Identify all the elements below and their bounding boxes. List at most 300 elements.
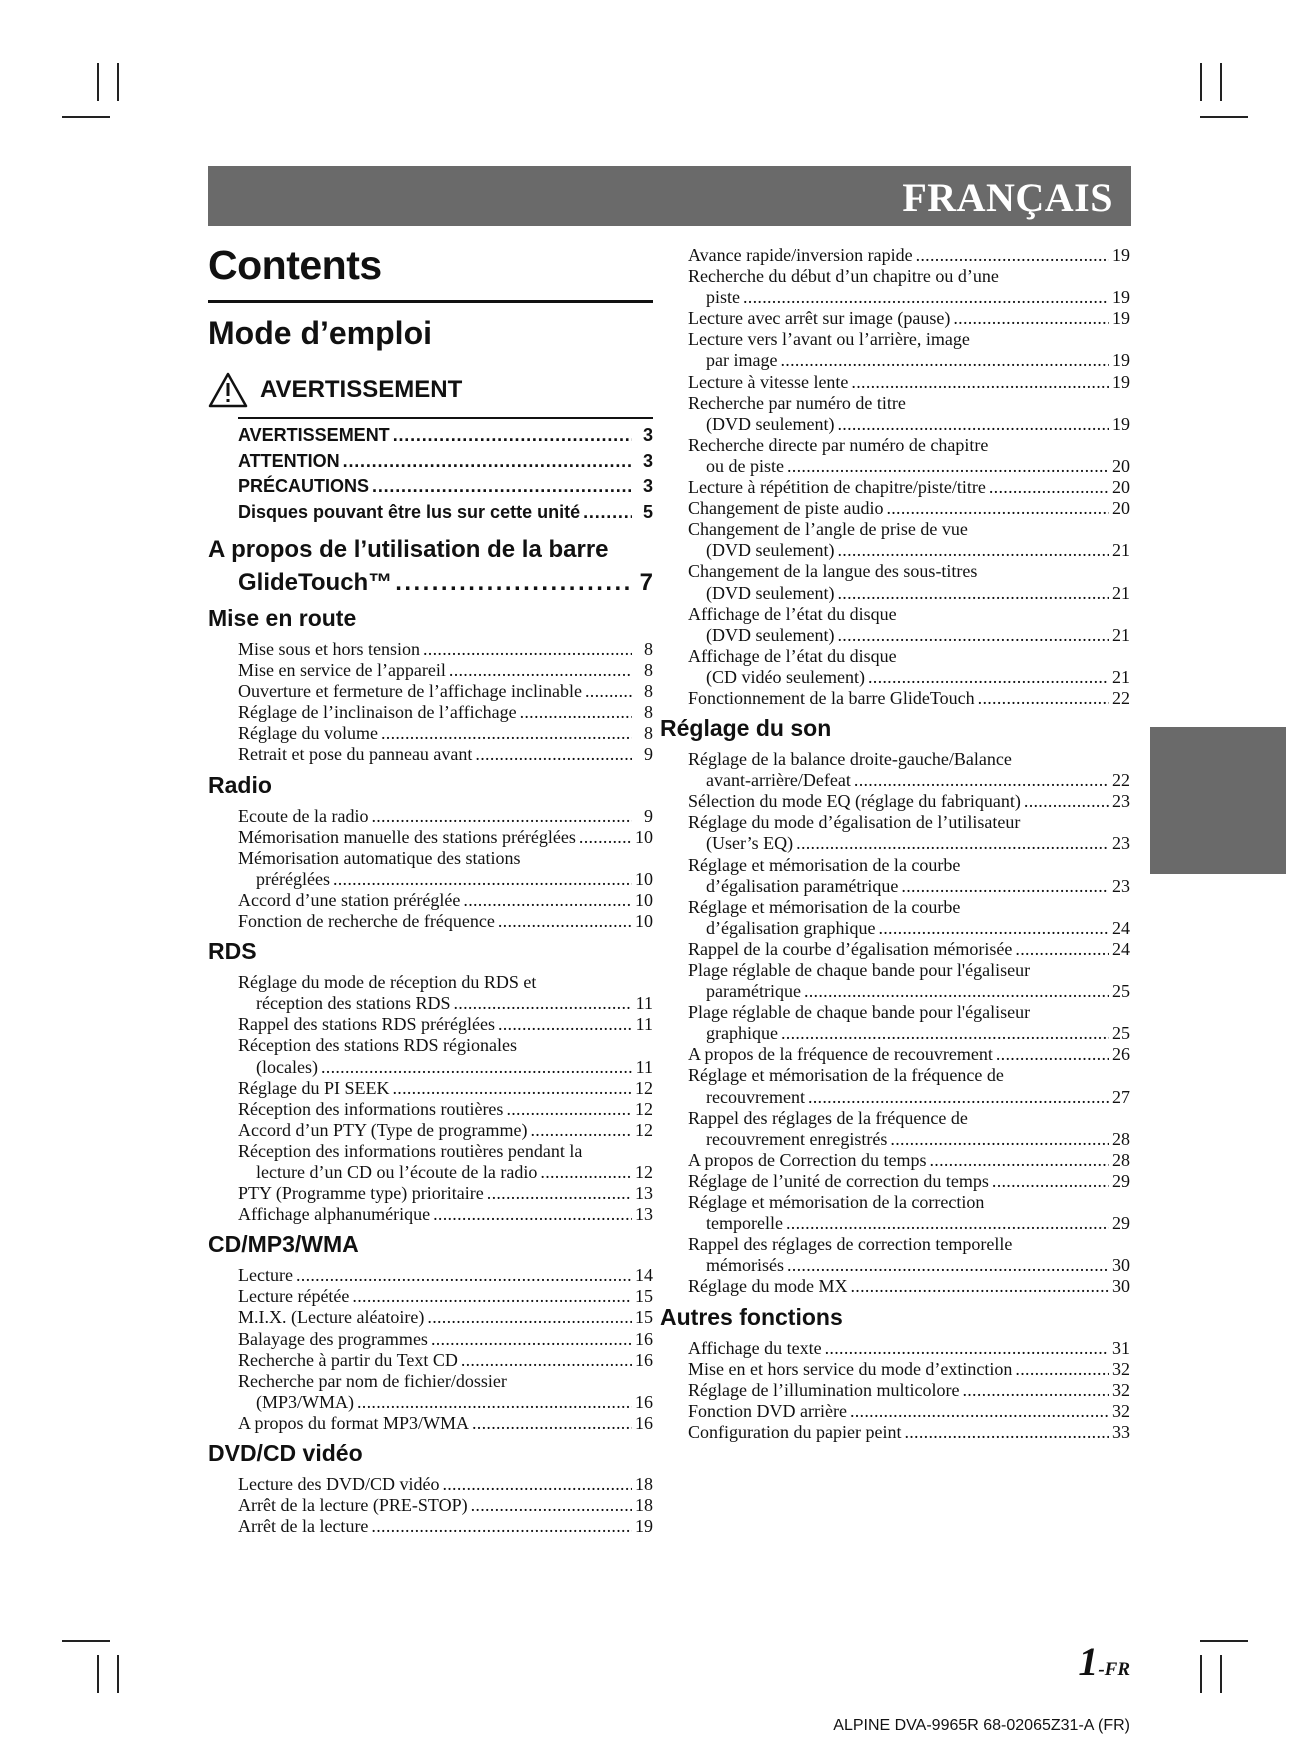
toc-entry[interactable] — [688, 625, 1130, 646]
toc-entry[interactable] — [688, 245, 1130, 266]
toc-entry-title: Réglage et mémorisation de la courbe — [688, 854, 961, 875]
crop-mark — [97, 63, 99, 101]
leader-dots — [1015, 1359, 1109, 1380]
toc-entry[interactable] — [688, 372, 1130, 393]
toc-entry-title: PRÉCAUTIONS — [238, 476, 370, 496]
toc-entry[interactable] — [238, 744, 653, 765]
toc-entry-page: 19 — [1112, 350, 1130, 371]
toc-entry-page: 3 — [642, 425, 653, 445]
leader-dots — [978, 688, 1109, 709]
toc-entry-title: Recherche à partir du Text CD — [238, 1349, 458, 1370]
toc-entry[interactable] — [688, 604, 1130, 625]
toc-entry[interactable] — [688, 414, 1130, 435]
toc-entry[interactable] — [688, 561, 1130, 582]
toc-entry-title: lecture d’un CD ou l’écoute de la radio — [256, 1161, 538, 1182]
toc-entry-page: 24 — [1112, 938, 1130, 959]
leader-dots — [530, 1120, 632, 1141]
leader-dots — [804, 981, 1109, 1002]
toc-entry[interactable] — [238, 1474, 653, 1495]
leader-dots — [393, 423, 632, 449]
toc-entry-page: 8 — [644, 639, 653, 659]
toc-entry[interactable] — [238, 869, 653, 890]
toc-entry-title: Changement de la langue des sous-titres — [688, 561, 978, 582]
toc-entry-title: Fonction DVD arrière — [688, 1400, 847, 1421]
toc-entry[interactable] — [238, 1078, 653, 1099]
toc-entry[interactable] — [688, 897, 1130, 918]
toc-entry[interactable] — [688, 498, 1130, 519]
toc-entry-page: 28 — [1112, 1149, 1130, 1170]
toc-entry[interactable] — [688, 960, 1130, 981]
toc-entry-title: Recherche du début d’un chapitre ou d’une — [688, 266, 999, 287]
toc-entry-title: A propos du format MP3/WMA — [238, 1412, 469, 1433]
toc-entry-page: 8 — [644, 702, 653, 723]
glidetouch-heading-line2[interactable] — [208, 566, 653, 599]
toc-entry-title: A propos de Correction du temps — [688, 1149, 927, 1170]
toc-entry-page: 25 — [1112, 1023, 1130, 1044]
toc-entry-title: Accord d’une station préréglée — [238, 889, 461, 910]
toc-entry-title: GlideTouch™ — [238, 569, 393, 596]
toc-entry[interactable] — [238, 1183, 653, 1204]
toc-entry-page: 30 — [1112, 1255, 1130, 1276]
toc-entry-title: Rappel de la courbe d’égalisation mémorisée — [688, 938, 1013, 959]
toc-entry-page: 22 — [1112, 770, 1130, 791]
toc-entry-title: recouvrement — [706, 1086, 805, 1107]
leader-dots — [431, 1329, 632, 1350]
toc-entry[interactable] — [238, 723, 653, 744]
right-top-entries — [688, 245, 1130, 709]
section-heading[interactable]: Réglage du son — [660, 715, 832, 742]
toc-entry[interactable] — [688, 540, 1130, 561]
toc-entry[interactable] — [238, 702, 653, 723]
toc-entry[interactable] — [688, 1171, 1130, 1192]
toc-entry-title: M.I.X. (Lecture aléatoire) — [238, 1307, 425, 1328]
toc-entry-page: 21 — [1112, 540, 1130, 561]
crop-mark — [97, 1655, 99, 1693]
toc-entry[interactable] — [688, 1359, 1130, 1380]
toc-entry-title: temporelle — [706, 1213, 783, 1234]
toc-entry-title: Affichage alphanumérique — [238, 1204, 431, 1225]
toc-entry[interactable] — [238, 1495, 653, 1516]
right-sections — [660, 713, 1130, 1443]
toc-entry[interactable] — [238, 1099, 653, 1120]
toc-entry-page: 22 — [1112, 687, 1130, 708]
toc-entry-title: Réglage de la balance droite-gauche/Balance — [688, 749, 1012, 770]
toc-entry-title: Affichage de l’état du disque — [688, 645, 897, 666]
toc-entry-title: (DVD seulement) — [706, 413, 835, 434]
section-heading[interactable]: Autres fonctions — [660, 1303, 843, 1330]
toc-entry[interactable] — [238, 1516, 653, 1537]
toc-entry-page: 11 — [635, 993, 653, 1014]
crop-mark — [1200, 116, 1248, 118]
toc-entry-title: A propos de la fréquence de recouvrement — [688, 1044, 993, 1065]
toc-entry[interactable] — [688, 1401, 1130, 1422]
toc-entry-page: 23 — [1112, 791, 1130, 812]
toc-entry-page: 11 — [635, 1056, 653, 1077]
toc-entry[interactable] — [688, 646, 1130, 667]
leader-dots — [395, 566, 632, 599]
title-rule — [208, 300, 653, 303]
toc-entry[interactable] — [688, 833, 1130, 854]
toc-entry-title: Mémorisation manuelle des stations préréglées — [238, 826, 576, 847]
toc-entry[interactable] — [238, 1014, 653, 1035]
leader-dots — [992, 1171, 1109, 1192]
toc-entry-page: 27 — [1112, 1086, 1130, 1107]
toc-entry-page: 19 — [1112, 287, 1130, 308]
crop-mark — [1200, 63, 1202, 101]
toc-entry[interactable] — [238, 1350, 653, 1371]
leader-dots — [890, 1129, 1109, 1150]
leader-dots — [583, 500, 632, 526]
leader-dots — [371, 1516, 632, 1537]
glidetouch-heading[interactable]: A propos de l’utilisation de la barre — [208, 536, 609, 563]
right-column — [660, 245, 1130, 1443]
toc-entry[interactable] — [688, 855, 1130, 876]
leader-dots — [786, 1213, 1109, 1234]
toc-entry[interactable] — [688, 519, 1130, 540]
toc-entry-page: 32 — [1112, 1400, 1130, 1421]
warning-heading — [208, 367, 653, 413]
toc-entry-title: Recherche par nom de fichier/dossier — [238, 1370, 507, 1391]
toc-entry[interactable] — [688, 1213, 1130, 1234]
section-heading[interactable]: CD/MP3/WMA — [208, 1231, 359, 1258]
toc-entry-title: Fonction de recherche de fréquence — [238, 911, 495, 932]
toc-entry-page: 12 — [635, 1119, 653, 1140]
toc-entry[interactable] — [688, 1234, 1130, 1255]
crop-mark — [117, 63, 119, 101]
toc-entry-title: Réglage et mémorisation de la courbe — [688, 896, 961, 917]
toc-entry-title: graphique — [706, 1023, 778, 1044]
toc-entry-title: Avance rapide/inversion rapide — [688, 245, 913, 265]
left-sections — [208, 603, 653, 1537]
toc-entry-title: Retrait et pose du panneau avant — [238, 744, 473, 765]
toc-entry-title: d’égalisation paramétrique — [706, 875, 899, 896]
toc-entry[interactable] — [688, 812, 1130, 833]
leader-dots — [904, 1422, 1109, 1443]
leader-dots — [780, 350, 1109, 371]
toc-entry-page: 23 — [1112, 833, 1130, 854]
leader-dots — [850, 1276, 1109, 1297]
toc-entry-page: 3 — [642, 450, 653, 471]
toc-entry-page: 8 — [644, 660, 653, 681]
leader-dots — [427, 1307, 632, 1328]
toc-entry[interactable] — [688, 266, 1130, 287]
toc-entry[interactable] — [238, 1307, 653, 1328]
toc-entry-title: réception des stations RDS — [256, 993, 451, 1014]
toc-entry-page: 16 — [635, 1328, 653, 1349]
toc-entry[interactable] — [688, 477, 1130, 498]
toc-entry-page: 12 — [635, 1077, 653, 1098]
toc-entry-title: Lecture répétée — [238, 1286, 350, 1307]
leader-dots — [296, 1265, 632, 1286]
toc-entry-title: (DVD seulement) — [706, 582, 835, 603]
leader-dots — [352, 1286, 632, 1307]
leader-dots — [868, 667, 1109, 688]
toc-entry[interactable] — [688, 1192, 1130, 1213]
toc-entry[interactable] — [688, 1255, 1130, 1276]
toc-entry-title: Réglage de l’unité de correction du temps — [688, 1170, 989, 1191]
toc-entry-page: 7 — [639, 569, 653, 596]
leader-dots — [962, 1380, 1109, 1401]
toc-entry-title: Réglage de l’illumination multicolore — [688, 1379, 960, 1400]
toc-entry[interactable] — [688, 1380, 1130, 1401]
leader-dots — [357, 1392, 632, 1413]
toc-entry-page: 21 — [1112, 666, 1130, 687]
toc-entry-page: 12 — [635, 1161, 653, 1182]
toc-entry-page: 18 — [635, 1474, 653, 1494]
leader-dots — [381, 723, 632, 744]
toc-entry[interactable] — [688, 770, 1130, 791]
section-entries — [238, 1265, 653, 1434]
leader-dots — [953, 308, 1109, 329]
toc-entry[interactable] — [688, 350, 1130, 371]
leader-dots — [371, 806, 632, 827]
toc-entry-title: Lecture avec arrêt sur image (pause) — [688, 308, 951, 329]
toc-entry[interactable] — [238, 660, 653, 681]
leader-dots — [333, 869, 632, 890]
toc-entry[interactable] — [688, 791, 1130, 812]
toc-entry[interactable] — [238, 1371, 653, 1392]
left-column — [208, 240, 653, 1537]
toc-entry-title: Mémorisation automatique des stations — [238, 847, 521, 868]
toc-entry-title: Réception des informations routières pendant la — [238, 1140, 583, 1161]
toc-entry-page: 26 — [1112, 1044, 1130, 1065]
toc-entry-page: 21 — [1112, 624, 1130, 645]
toc-entry-title: Rappel des réglages de correction temporelle — [688, 1234, 1013, 1255]
toc-entry-page: 23 — [1112, 875, 1130, 896]
toc-entry[interactable] — [238, 890, 653, 911]
toc-entry[interactable] — [238, 1162, 653, 1183]
toc-entry-title: Affichage du texte — [688, 1337, 822, 1358]
toc-entry-page: 14 — [635, 1265, 653, 1286]
leader-dots — [929, 1150, 1109, 1171]
toc-entry-title: Plage réglable de chaque bande pour l'égaliseur — [688, 960, 1031, 980]
contents-title: Contents — [208, 242, 382, 288]
toc-entry[interactable] — [238, 449, 653, 475]
crop-mark — [1200, 1640, 1248, 1642]
toc-entry[interactable] — [688, 583, 1130, 604]
crop-mark — [62, 1640, 110, 1642]
toc-entry[interactable] — [688, 1044, 1130, 1065]
toc-entry-page: 3 — [642, 476, 653, 496]
toc-entry-page: 15 — [635, 1286, 653, 1307]
toc-entry-title: Plage réglable de chaque bande pour l'égaliseur — [688, 1002, 1031, 1023]
toc-entry[interactable] — [688, 1338, 1130, 1359]
toc-entry[interactable] — [688, 435, 1130, 456]
leader-dots — [837, 583, 1109, 604]
toc-entry-title: Réglage du volume — [238, 723, 378, 744]
toc-entry[interactable] — [688, 1276, 1130, 1297]
crop-mark — [117, 1655, 119, 1693]
leader-dots — [442, 1474, 632, 1495]
toc-entry-title: Réglage et mémorisation de la fréquence de — [688, 1065, 1004, 1086]
toc-entry-title: piste — [706, 287, 740, 308]
section-entries — [688, 749, 1130, 1297]
leader-dots — [372, 474, 632, 500]
section-heading[interactable]: DVD/CD vidéo — [208, 1440, 363, 1466]
section-entries — [688, 1338, 1130, 1443]
toc-entry-title: Lecture des DVD/CD vidéo — [238, 1474, 440, 1494]
toc-entry-title: Disques pouvant être lus sur cette unité — [238, 501, 581, 522]
toc-entry[interactable] — [688, 1023, 1130, 1044]
toc-entry-title: d’égalisation graphique — [706, 917, 876, 938]
toc-entry[interactable] — [238, 474, 653, 500]
toc-entry-title: Ouverture et fermeture de l’affichage inclinable — [238, 681, 582, 702]
toc-entry-title: Lecture vers l’avant ou l’arrière, image — [688, 329, 970, 350]
toc-entry-page: 19 — [1112, 413, 1130, 434]
toc-entry-page: 10 — [635, 889, 653, 910]
toc-entry-title: Réglage et mémorisation de la correction — [688, 1192, 985, 1213]
toc-entry[interactable] — [688, 981, 1130, 1002]
toc-entry[interactable] — [238, 827, 653, 848]
toc-entry-page: 20 — [1112, 477, 1130, 498]
toc-entry-title: avant-arrière/Defeat — [706, 770, 851, 791]
toc-entry[interactable] — [238, 1204, 653, 1225]
toc-entry-title: Sélection du mode EQ (réglage du fabriquant) — [688, 791, 1021, 812]
warning-list — [238, 423, 653, 525]
toc-entry-page: 15 — [635, 1307, 653, 1328]
toc-entry[interactable] — [238, 1286, 653, 1307]
toc-entry-page: 19 — [1112, 245, 1130, 265]
toc-entry[interactable] — [688, 1002, 1130, 1023]
leader-dots — [498, 911, 632, 932]
crop-mark — [1220, 63, 1222, 101]
toc-entry[interactable] — [238, 972, 653, 993]
toc-entry-page: 8 — [644, 723, 653, 744]
leader-dots — [886, 498, 1109, 519]
toc-entry-page: 9 — [644, 744, 653, 765]
leader-dots — [463, 890, 632, 911]
toc-entry[interactable] — [238, 1413, 653, 1434]
toc-entry[interactable] — [238, 993, 653, 1014]
toc-entry-title: Configuration du papier peint — [688, 1421, 902, 1442]
toc-entry-page: 16 — [635, 1349, 653, 1370]
toc-entry[interactable] — [238, 639, 653, 660]
toc-entry-title: Recherche par numéro de titre — [688, 392, 906, 413]
section-heading[interactable]: Mise en route — [208, 605, 357, 631]
toc-entry-page: 16 — [635, 1391, 653, 1412]
toc-entry[interactable] — [238, 1392, 653, 1413]
section-heading[interactable]: Radio — [208, 771, 272, 798]
toc-entry-page: 31 — [1112, 1337, 1130, 1358]
leader-dots — [825, 1338, 1109, 1359]
toc-entry[interactable] — [238, 1120, 653, 1141]
warning-rule — [238, 417, 653, 419]
leader-dots — [471, 1495, 632, 1516]
toc-entry-title: Mise en service de l’appareil — [238, 660, 446, 681]
toc-entry-title: Réglage du mode MX — [688, 1276, 848, 1297]
warning-triangle-icon — [208, 371, 248, 409]
toc-entry[interactable] — [688, 1108, 1130, 1129]
leader-dots — [453, 993, 632, 1014]
toc-entry[interactable] — [688, 876, 1130, 897]
toc-entry-title: Fonctionnement de la barre GlideTouch — [688, 687, 975, 708]
toc-entry-title: Lecture à répétition de chapitre/piste/titre — [688, 477, 986, 498]
leader-dots — [996, 1044, 1109, 1065]
toc-entry-title: Réglage du mode d’égalisation de l’utilisateur — [688, 812, 1021, 833]
toc-entry[interactable] — [688, 1065, 1130, 1086]
leader-dots — [850, 1401, 1109, 1422]
toc-entry[interactable] — [688, 918, 1130, 939]
toc-entry-page: 30 — [1112, 1276, 1130, 1297]
toc-entry-page: 10 — [635, 911, 653, 932]
toc-entry-title: Ecoute de la radio — [238, 805, 369, 826]
toc-entry[interactable] — [238, 911, 653, 932]
toc-entry[interactable] — [238, 500, 653, 526]
toc-entry[interactable] — [688, 1422, 1130, 1443]
toc-entry-page: 12 — [635, 1098, 653, 1119]
toc-entry[interactable] — [688, 287, 1130, 308]
toc-entry[interactable] — [238, 1265, 653, 1286]
language-banner — [208, 166, 1131, 226]
toc-entry-title: ou de piste — [706, 455, 784, 476]
toc-entry[interactable] — [688, 308, 1130, 329]
toc-entry[interactable] — [688, 1150, 1130, 1171]
toc-entry-title: Recherche directe par numéro de chapitre — [688, 434, 989, 455]
leader-dots — [989, 477, 1109, 498]
leader-dots — [579, 827, 632, 848]
warning-title: AVERTISSEMENT — [260, 376, 463, 403]
leader-dots — [878, 918, 1109, 939]
toc-entry-page: 10 — [635, 868, 653, 889]
toc-entry-title: Lecture — [238, 1265, 293, 1286]
crop-mark — [1200, 1655, 1202, 1693]
toc-entry[interactable] — [688, 688, 1130, 709]
toc-entry[interactable] — [688, 329, 1130, 350]
section-entries — [238, 639, 653, 766]
section-heading[interactable]: RDS — [208, 938, 257, 965]
toc-entry-title: recouvrement enregistrés — [706, 1128, 888, 1149]
toc-entry-title: (MP3/WMA) — [256, 1391, 354, 1412]
toc-entry-title: (locales) — [256, 1056, 318, 1077]
toc-entry-page: 19 — [635, 1516, 653, 1537]
crop-mark — [62, 116, 110, 118]
leader-dots — [1015, 939, 1109, 960]
toc-entry-title: Affichage de l’état du disque — [688, 603, 897, 624]
toc-entry[interactable] — [238, 1141, 653, 1162]
toc-entry-title: Mise en et hors service du mode d’extinction — [688, 1358, 1013, 1379]
toc-entry[interactable] — [688, 939, 1130, 960]
leader-dots — [392, 1078, 632, 1099]
toc-entry-page: 13 — [635, 1204, 653, 1225]
toc-entry-page: 8 — [644, 681, 653, 702]
toc-entry-page: 13 — [635, 1183, 653, 1204]
toc-entry[interactable] — [238, 423, 653, 449]
leader-dots — [808, 1087, 1109, 1108]
leader-dots — [449, 660, 632, 681]
toc-entry[interactable] — [238, 848, 653, 869]
toc-entry[interactable] — [688, 1129, 1130, 1150]
toc-entry-title: (DVD seulement) — [706, 540, 835, 561]
toc-entry-title: Réception des informations routières — [238, 1098, 504, 1119]
toc-entry[interactable] — [238, 1329, 653, 1350]
toc-entry[interactable] — [238, 806, 653, 827]
language-tab — [1150, 727, 1286, 874]
toc-entry-title: Changement de l’angle de prise de vue — [688, 519, 968, 540]
toc-entry[interactable] — [688, 456, 1130, 477]
leader-dots — [506, 1099, 632, 1120]
toc-entry-title: (DVD seulement) — [706, 624, 835, 645]
leader-dots — [854, 770, 1109, 791]
toc-entry[interactable] — [238, 1057, 653, 1078]
toc-entry[interactable] — [688, 393, 1130, 414]
toc-entry[interactable] — [238, 1035, 653, 1056]
toc-entry[interactable] — [688, 667, 1130, 688]
toc-entry[interactable] — [238, 681, 653, 702]
toc-entry[interactable] — [688, 749, 1130, 770]
toc-entry[interactable] — [688, 1087, 1130, 1108]
toc-entry-title: mémorisés — [706, 1255, 784, 1276]
leader-dots — [743, 287, 1109, 308]
